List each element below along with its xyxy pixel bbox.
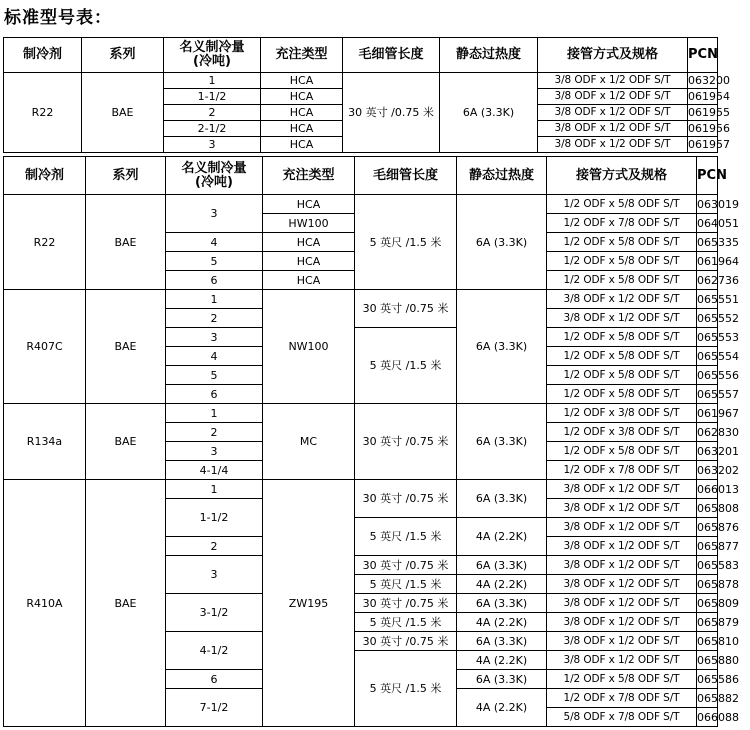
capillary-cell: 30 英寸 /0.75 米: [355, 594, 457, 613]
header-capacity: 名义制冷量 (冷吨): [164, 38, 261, 73]
connection-cell: 1/2 ODF x 5/8 ODF S/T: [547, 385, 697, 404]
capacity-cell: 4: [166, 233, 263, 252]
pcn-cell: 061967: [697, 404, 718, 423]
header-series: 系列: [86, 157, 166, 195]
header-superheat: 静态过热度: [440, 38, 538, 73]
connection-cell: 1/2 ODF x 3/8 ODF S/T: [547, 423, 697, 442]
pcn-cell: 063201: [697, 442, 718, 461]
header-capacity: 名义制冷量 (冷吨): [166, 157, 263, 195]
pcn-cell: 061955: [688, 106, 730, 119]
pcn-cell: 065583: [697, 556, 718, 575]
capacity-cell: 6: [166, 271, 263, 290]
pcn-cell: 063019: [697, 195, 718, 214]
capacity-cell: 5: [166, 252, 263, 271]
standard-model-table-1: [3, 37, 730, 153]
pcn-cell: 061956: [688, 122, 730, 135]
charge-cell: ZW195: [263, 480, 355, 727]
connection-cell: 3/8 ODF x 1/2 ODF S/T: [538, 73, 688, 89]
table-row: [4, 73, 718, 89]
refrigerant-cell: R407C: [4, 290, 86, 404]
series-cell: BAE: [82, 73, 164, 153]
capillary-cell: 5 英尺 /1.5 米: [355, 613, 457, 632]
table-row: [4, 480, 718, 499]
capacity-cell: 2: [166, 309, 263, 328]
charge-cell: HCA: [261, 89, 343, 105]
capillary-cell: 5 英尺 /1.5 米: [355, 651, 457, 727]
pcn-cell: 065810: [697, 632, 718, 651]
connection-cell: 3/8 ODF x 1/2 ODF S/T: [547, 575, 697, 594]
charge-cell: HCA: [261, 121, 343, 137]
capacity-cell: 1-1/2: [164, 89, 261, 105]
connection-cell: 1/2 ODF x 7/8 ODF S/T: [547, 461, 697, 480]
superheat-cell: 6A (3.3K): [457, 670, 547, 689]
series-cell: BAE: [86, 195, 166, 290]
pcn-cell: 061954: [688, 90, 730, 103]
connection-cell: 1/2 ODF x 5/8 ODF S/T: [547, 347, 697, 366]
capacity-cell: 3: [166, 442, 263, 461]
capacity-cell: 7-1/2: [166, 689, 263, 727]
connection-cell: 1/2 ODF x 7/8 ODF S/T: [547, 214, 697, 233]
pcn-cell: 065877: [697, 537, 718, 556]
charge-cell: HCA: [263, 252, 355, 271]
connection-cell: 3/8 ODF x 1/2 ODF S/T: [538, 121, 688, 137]
superheat-cell: 6A (3.3K): [457, 290, 547, 404]
capacity-cell: 6: [166, 385, 263, 404]
series-cell: BAE: [86, 404, 166, 480]
capillary-cell: 30 英寸 /0.75 米: [355, 404, 457, 480]
capacity-cell: 3: [164, 137, 261, 153]
superheat-cell: 6A (3.3K): [457, 594, 547, 613]
charge-cell: HCA: [263, 233, 355, 252]
table-row: [4, 195, 718, 214]
capacity-cell: 3: [166, 556, 263, 594]
superheat-cell: 6A (3.3K): [457, 632, 547, 651]
charge-cell: HCA: [263, 195, 355, 214]
charge-cell: HW100: [263, 214, 355, 233]
header-pcn: PCN: [688, 38, 718, 73]
pcn-cell: 065335: [697, 233, 718, 252]
capillary-cell: 30 英寸 /0.75 米: [355, 480, 457, 518]
connection-cell: 3/8 ODF x 1/2 ODF S/T: [547, 518, 697, 537]
connection-cell: 1/2 ODF x 5/8 ODF S/T: [547, 366, 697, 385]
header-connection: 接管方式及规格: [547, 157, 697, 195]
charge-cell: NW100: [263, 290, 355, 404]
capillary-cell: 5 英尺 /1.5 米: [355, 575, 457, 594]
charge-cell: MC: [263, 404, 355, 480]
pcn-cell: 065551: [697, 290, 718, 309]
table-row: [4, 404, 718, 423]
connection-cell: 1/2 ODF x 5/8 ODF S/T: [547, 442, 697, 461]
superheat-cell: 6A (3.3K): [457, 195, 547, 290]
header-connection: 接管方式及规格: [538, 38, 688, 73]
capillary-cell: 5 英尺 /1.5 米: [355, 328, 457, 404]
superheat-cell: 4A (2.2K): [457, 613, 547, 632]
capacity-cell: 1: [164, 73, 261, 89]
refrigerant-cell: R22: [4, 195, 86, 290]
pcn-cell: 065882: [697, 689, 718, 708]
pcn-cell: 061964: [697, 252, 718, 271]
capacity-cell: 2: [164, 105, 261, 121]
capacity-cell: 5: [166, 366, 263, 385]
superheat-cell: 6A (3.3K): [457, 480, 547, 518]
connection-cell: 1/2 ODF x 5/8 ODF S/T: [547, 233, 697, 252]
refrigerant-cell: R410A: [4, 480, 86, 727]
connection-cell: 1/2 ODF x 5/8 ODF S/T: [547, 670, 697, 689]
connection-cell: 3/8 ODF x 1/2 ODF S/T: [538, 105, 688, 121]
charge-cell: HCA: [261, 137, 343, 153]
header-pcn: PCN: [697, 157, 718, 195]
pcn-cell: 066088: [697, 708, 718, 727]
pcn-cell: 063202: [697, 461, 718, 480]
header-refrigerant: 制冷剂: [4, 38, 82, 73]
connection-cell: 3/8 ODF x 1/2 ODF S/T: [547, 499, 697, 518]
pcn-cell: 062736: [697, 271, 718, 290]
connection-cell: 3/8 ODF x 1/2 ODF S/T: [547, 480, 697, 499]
connection-cell: 3/8 ODF x 1/2 ODF S/T: [547, 613, 697, 632]
pcn-cell: 064051: [697, 214, 718, 233]
capacity-cell: 4-1/2: [166, 632, 263, 670]
connection-cell: 3/8 ODF x 1/2 ODF S/T: [547, 556, 697, 575]
capillary-cell: 30 英寸 /0.75 米: [355, 556, 457, 575]
header-superheat: 静态过热度: [457, 157, 547, 195]
header-refrigerant: 制冷剂: [4, 157, 86, 195]
charge-cell: HCA: [263, 271, 355, 290]
pcn-cell: 062830: [697, 423, 718, 442]
standard-model-table-2: [3, 156, 739, 727]
table-row: [4, 290, 718, 309]
connection-cell: 1/2 ODF x 5/8 ODF S/T: [547, 328, 697, 347]
connection-cell: 1/2 ODF x 7/8 ODF S/T: [547, 689, 697, 708]
pcn-cell: 065557: [697, 385, 718, 404]
connection-cell: 1/2 ODF x 5/8 ODF S/T: [547, 271, 697, 290]
header-capillary-length: 毛细管长度: [343, 38, 440, 73]
pcn-cell: 065553: [697, 328, 718, 347]
capacity-cell: 3: [166, 195, 263, 233]
pcn-cell: 065880: [697, 651, 718, 670]
superheat-cell: 6A (3.3K): [440, 73, 538, 153]
charge-cell: HCA: [261, 73, 343, 89]
capacity-cell: 4-1/4: [166, 461, 263, 480]
connection-cell: 1/2 ODF x 5/8 ODF S/T: [547, 195, 697, 214]
page-title: 标准型号表：: [4, 8, 112, 28]
series-cell: BAE: [86, 480, 166, 727]
connection-cell: 3/8 ODF x 1/2 ODF S/T: [547, 594, 697, 613]
superheat-cell: 4A (2.2K): [457, 575, 547, 594]
connection-cell: 3/8 ODF x 1/2 ODF S/T: [547, 651, 697, 670]
capillary-cell: 5 英尺 /1.5 米: [355, 518, 457, 556]
capacity-cell: 3: [166, 328, 263, 347]
header-charge-type: 充注类型: [263, 157, 355, 195]
pcn-cell: 065554: [697, 347, 718, 366]
capacity-cell: 1: [166, 404, 263, 423]
capillary-cell: 30 英寸 /0.75 米: [343, 73, 440, 153]
capacity-cell: 2: [166, 423, 263, 442]
superheat-cell: 6A (3.3K): [457, 404, 547, 480]
pcn-cell: 065878: [697, 575, 718, 594]
superheat-cell: 4A (2.2K): [457, 651, 547, 670]
superheat-cell: 4A (2.2K): [457, 518, 547, 556]
capacity-cell: 1-1/2: [166, 499, 263, 537]
capacity-cell: 2-1/2: [164, 121, 261, 137]
capacity-cell: 2: [166, 537, 263, 556]
charge-cell: HCA: [261, 105, 343, 121]
capacity-cell: 1: [166, 290, 263, 309]
connection-cell: 5/8 ODF x 7/8 ODF S/T: [547, 708, 697, 727]
pcn-cell: 065808: [697, 499, 718, 518]
pcn-cell: 066013: [697, 480, 718, 499]
capillary-cell: 30 英寸 /0.75 米: [355, 632, 457, 651]
header-charge-type: 充注类型: [261, 38, 343, 73]
pcn-cell: 065809: [697, 594, 718, 613]
connection-cell: 3/8 ODF x 1/2 ODF S/T: [538, 137, 688, 153]
connection-cell: 3/8 ODF x 1/2 ODF S/T: [547, 632, 697, 651]
connection-cell: 3/8 ODF x 1/2 ODF S/T: [538, 89, 688, 105]
pcn-cell: 065552: [697, 309, 718, 328]
header-series: 系列: [82, 38, 164, 73]
pcn-cell: 061957: [688, 138, 730, 151]
series-cell: BAE: [86, 290, 166, 404]
connection-cell: 1/2 ODF x 3/8 ODF S/T: [547, 404, 697, 423]
refrigerant-cell: R134a: [4, 404, 86, 480]
capacity-cell: 1: [166, 480, 263, 499]
capacity-cell: 3-1/2: [166, 594, 263, 632]
pcn-cell: 065556: [697, 366, 718, 385]
pcn-cell: 065876: [697, 518, 718, 537]
connection-cell: 1/2 ODF x 5/8 ODF S/T: [547, 252, 697, 271]
superheat-cell: 6A (3.3K): [457, 556, 547, 575]
refrigerant-cell: R22: [4, 73, 82, 153]
superheat-cell: 4A (2.2K): [457, 689, 547, 727]
pcn-cell: 063200: [688, 74, 730, 87]
capillary-cell: 30 英寸 /0.75 米: [355, 290, 457, 328]
capillary-cell: 5 英尺 /1.5 米: [355, 195, 457, 290]
capacity-cell: 6: [166, 670, 263, 689]
pcn-cell: 065586: [697, 670, 718, 689]
connection-cell: 3/8 ODF x 1/2 ODF S/T: [547, 537, 697, 556]
connection-cell: 3/8 ODF x 1/2 ODF S/T: [547, 290, 697, 309]
header-capillary-length: 毛细管长度: [355, 157, 457, 195]
connection-cell: 3/8 ODF x 1/2 ODF S/T: [547, 309, 697, 328]
pcn-cell: 065879: [697, 613, 718, 632]
capacity-cell: 4: [166, 347, 263, 366]
